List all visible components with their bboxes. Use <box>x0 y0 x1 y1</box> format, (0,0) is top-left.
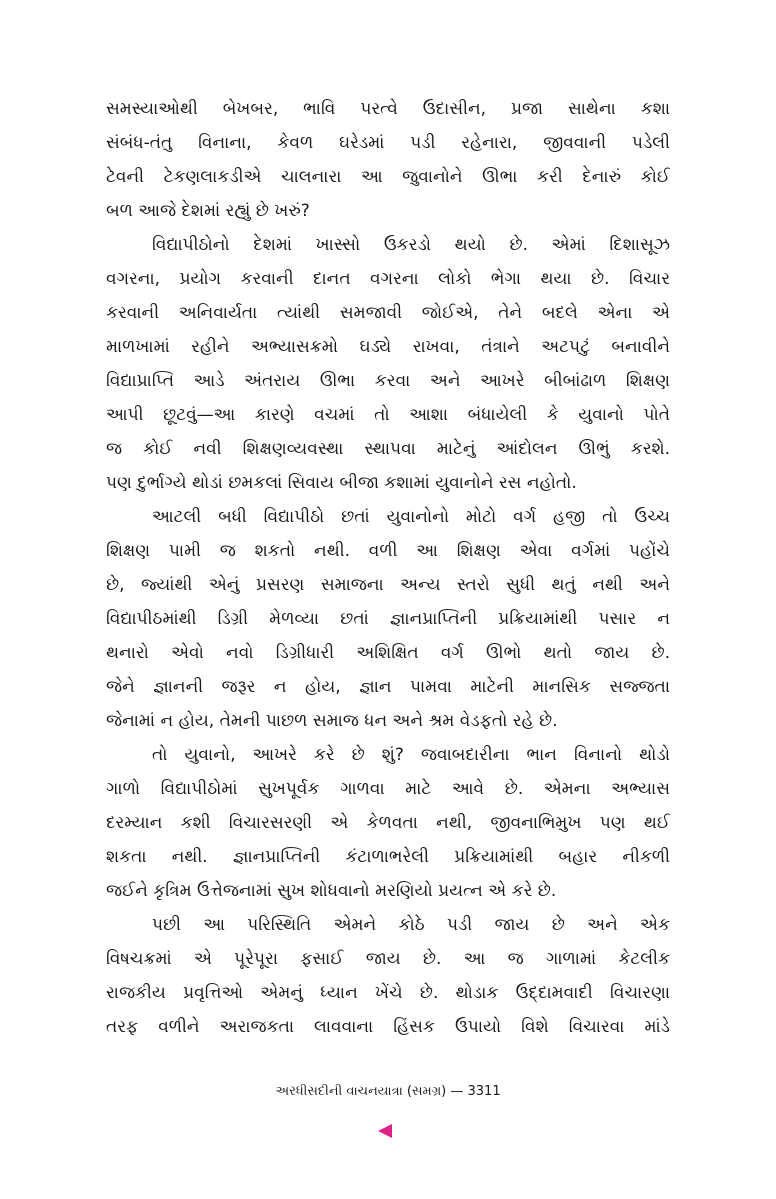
text-line: કરવાની અનિવાર્યતા ત્યાંથી સમજાવી જોઈએ, તેને બદલે એના એ <box>106 303 670 323</box>
text-line: આટલી બધી વિદ્યાપીઠો છતાં યુવાનોનો મોટો વર્ગ હજી તો ઉચ્ચ <box>152 507 670 527</box>
text-line: થનારો એવો નવો ડિગ્રીધારી અશિક્ષિત વર્ગ ઊભો થતો જાય છે. <box>106 643 670 663</box>
text-line: માળખામાં રહીને અભ્યાસક્રમો ઘડ્યે રાખવા, તંત્રાને અટપટું બનાવીને <box>106 337 670 357</box>
text-line: વિદ્યાપીઠમાંથી ડિગ્રી મેળવ્યા છતાં જ્ઞાનપ્રાપ્તિની પ્રક્રિયામાંથી પસાર ન <box>106 609 670 629</box>
text-line: જ કોઈ નવી શિક્ષણવ્યવસ્થા સ્થાપવા માટેનું આંદોલન ઊભું કરશે. <box>106 439 670 459</box>
page-body <box>106 92 670 1044</box>
text-line: વિષચક્રમાં એ પૂરેપૂરા ફસાઈ જાય છે. આ જ ગાળામાં કેટલીક <box>106 949 670 969</box>
paragraph-3 <box>106 500 670 738</box>
text-line: છે, જ્યાંથી એનું પ્રસરણ સમાજના અન્ય સ્તરો સુધી થતું નથી અને <box>106 575 670 595</box>
text-line: તરફ વળીને અરાજકતા લાવવાના હિંસક ઉપાયો વિશે વિચારવા માંડે <box>106 1017 670 1037</box>
paragraph-2 <box>106 228 670 500</box>
paragraph-4 <box>106 738 670 908</box>
text-line: આપી છૂટવું—આ કારણે વચમાં તો આશા બંધાયેલી કે યુવાનો પોતે <box>106 405 670 425</box>
text-line: જેને જ્ઞાનની જરૂર ન હોય, જ્ઞાન પામવા માટેની માનસિક સજ્જતા <box>106 677 670 697</box>
text-line: ટેવની ટેકણલાકડીએ ચાલનારા આ જુવાનોને ઊભા કરી દેનારું કોઈ <box>106 167 670 187</box>
text-line: વગરના, પ્રયોગ કરવાની દાનત વગરના લોકો ભેગા થયા છે. વિચાર <box>106 269 670 289</box>
text-line: પછી આ પરિસ્થિતિ એમને કોઠે પડી જાય છે અને એક <box>152 915 670 935</box>
text-line: સંબંધ-તંતુ વિનાના, કેવળ ઘરેડમાં પડી રહેનારા, જીવવાની પડેલી <box>106 133 670 153</box>
text-line: શિક્ષણ પામી જ શકતો નથી. વળી આ શિક્ષણ એવા વર્ગમાં પહોંચે <box>106 541 670 561</box>
text-line: વિદ્યાપીઠોનો દેશમાં ખાસ્સો ઉકરડો થયો છે. એમાં દિશાસૂઝ <box>152 235 670 255</box>
text-line: બળ આજે દેશમાં રહ્યું છે ખરું? <box>106 201 310 221</box>
triangle-left-icon[interactable] <box>378 1124 392 1138</box>
text-line: જઈને કૃત્રિમ ઉત્તેજનામાં સુખ શોધવાનો મરણિયો પ્રયત્ન એ કરે છે. <box>106 881 557 901</box>
paragraph-5 <box>106 908 670 1044</box>
text-line: તો યુવાનો, આખરે કરે છે શું? જવાબદારીના ભાન વિનાનો થોડો <box>152 745 670 765</box>
text-line: પણ દુર્ભાગ્યે થોડાં છમકલાં સિવાય બીજા કશામાં યુવાનોને રસ નહોતો. <box>106 473 577 493</box>
paragraph-1 <box>106 92 670 228</box>
text-line: રાજકીય પ્રવૃત્તિઓ એમનું ધ્યાન ખેંચે છે. થોડાક ઉદ્દામવાદી વિચારણા <box>106 983 670 1003</box>
page-footer: અરધીસદીની વાચનયાત્રા (સમગ્ર) — 3311 <box>275 1084 501 1099</box>
text-line: ગાળો વિદ્યાપીઠોમાં સુખપૂર્વક ગાળવા માટે આવે છે. એમના અભ્યાસ <box>106 779 670 799</box>
text-line: દરમ્યાન કશી વિચારસરણી એ કેળવતા નથી, જીવનાભિમુખ પણ થઈ <box>106 813 670 833</box>
text-line: સમસ્યાઓથી બેખબર, ભાવિ પરત્વે ઉદાસીન, પ્રજા સાથેના કશા <box>106 99 670 119</box>
text-line: જેનામાં ન હોય, તેમની પાછળ સમાજ ધન અને શ્રમ વેડફતો રહે છે. <box>106 711 558 731</box>
text-line: શકતા નથી. જ્ઞાનપ્રાપ્તિની કંટાળાભરેલી પ્રક્રિયામાંથી બહાર નીકળી <box>106 847 670 867</box>
text-line: વિદ્યાપ્રાપ્તિ આડે અંતરાય ઊભા કરવા અને આખરે બીબાંઢાળ શિક્ષણ <box>106 371 670 391</box>
